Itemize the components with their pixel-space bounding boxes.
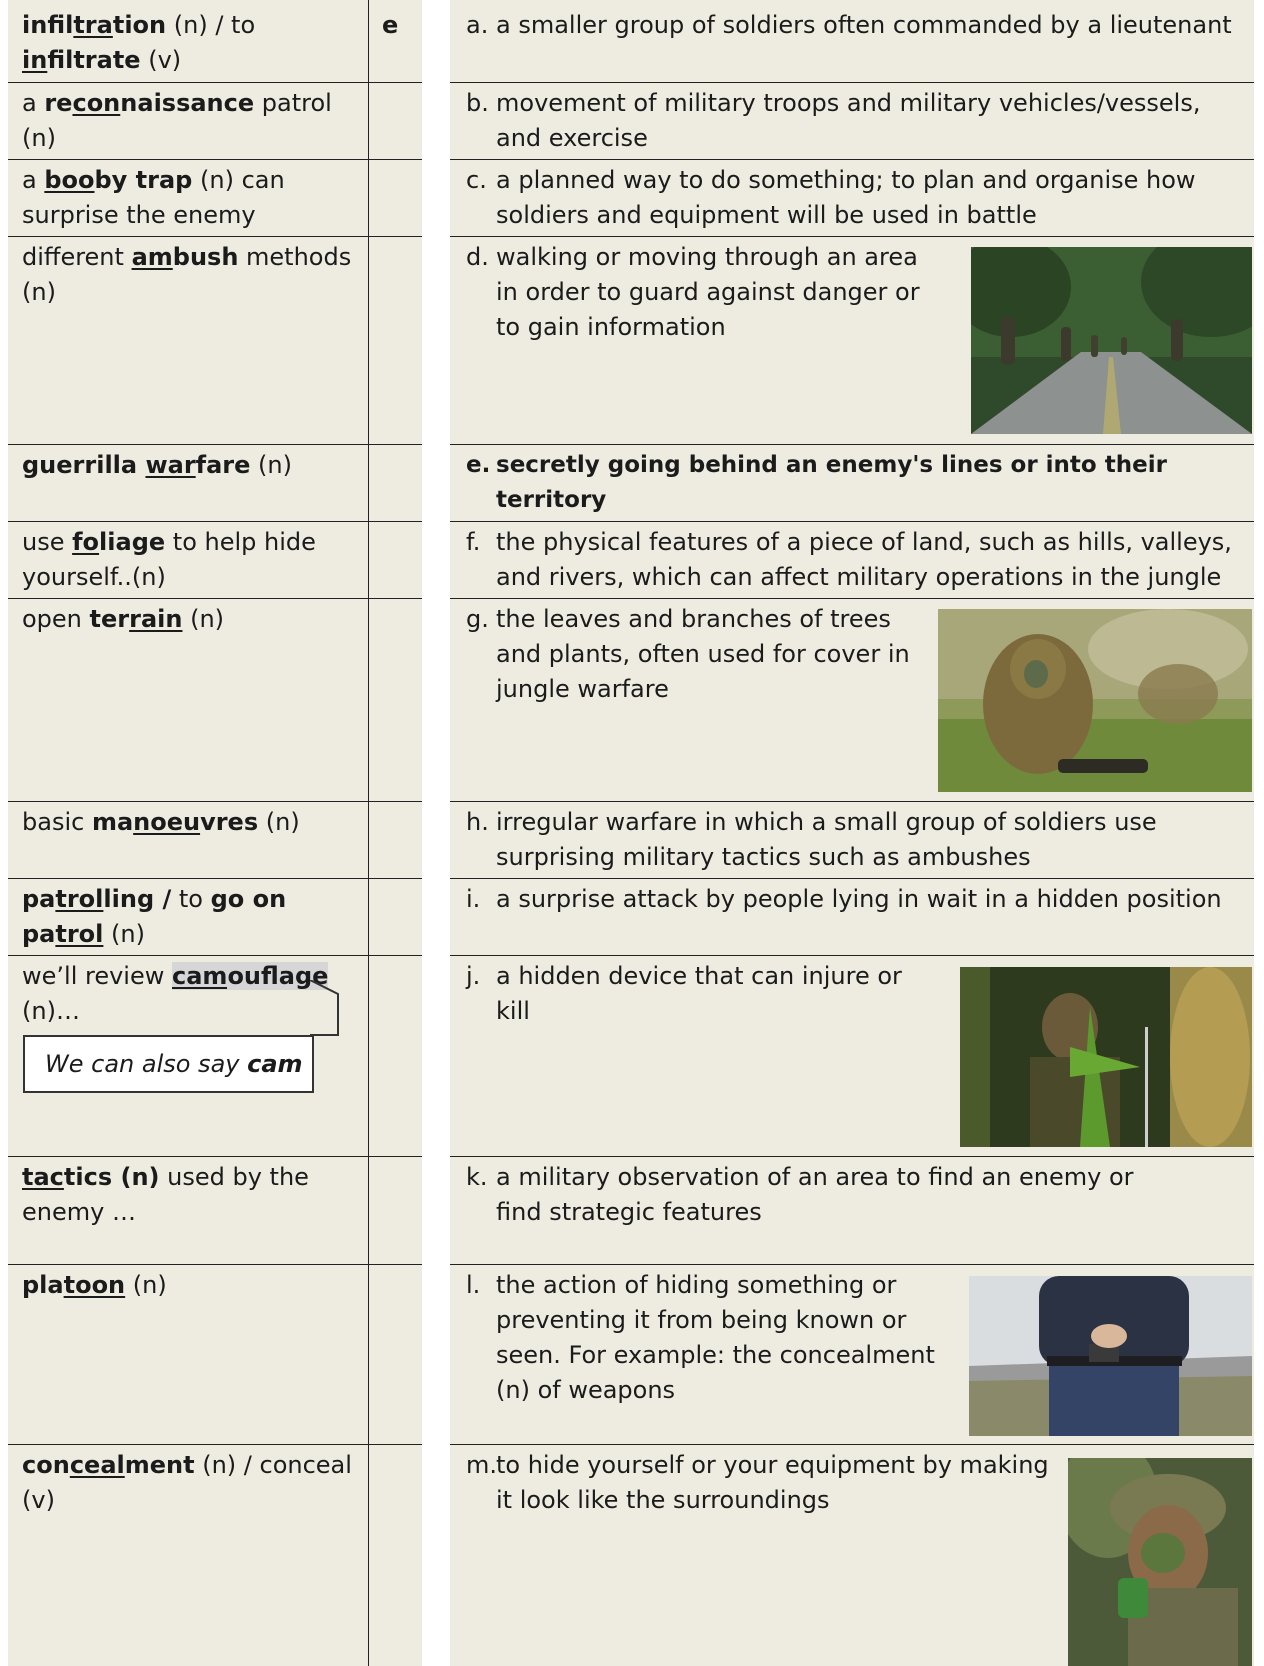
row-divider (450, 1264, 1254, 1265)
term-camouflage: we’ll review camouflage (n)… (22, 962, 329, 1025)
row-divider (450, 444, 1254, 445)
term-platoon: platoon (n) (22, 1271, 167, 1299)
row-divider (8, 521, 422, 522)
definition-l: l. the action of hiding something or preventing it from being known or seen. For example: the concealment (n) of weapons (466, 1271, 935, 1404)
definition-g: g. the leaves and branches of trees and plants, often used for cover in jungle warfare (466, 605, 910, 703)
booby-trap-photo (960, 967, 1252, 1147)
definition-b: b. movement of military troops and military vehicles/vessels, and exercise (466, 89, 1201, 152)
ghillie-suit-photo (938, 609, 1252, 792)
definition-k: k. a military observation of an area to find an enemy or find strategic features (466, 1163, 1134, 1226)
term-booby-trap: a booby trap (n) can surprise the enemy (22, 166, 285, 229)
term-concealment: concealment (n) / conceal (v) (22, 1451, 352, 1514)
row-divider (450, 1156, 1254, 1157)
term-patrolling: patrolling / to go on patrol (n) (22, 885, 287, 948)
definition-a: a. a smaller group of soldiers often commanded by a lieutenant (466, 11, 1232, 39)
definition-j: j. a hidden device that can injure or kill (466, 962, 902, 1025)
row-divider (8, 1156, 422, 1157)
patrol-road-photo (971, 247, 1252, 434)
row-divider (450, 598, 1254, 599)
row-divider (8, 598, 422, 599)
definition-e: e. secretly going behind an enemy's lines or into their territory (466, 452, 1167, 513)
row-divider (8, 82, 422, 83)
definition-d: d. walking or moving through an area in order to guard against danger or to gain information (466, 243, 920, 341)
term-infiltration: infiltration (n) / to infiltrate (v) (22, 11, 256, 74)
definition-c: c. a planned way to do something; to plan and organise how soldiers and equipment will be used in battle (466, 166, 1196, 229)
row-divider (450, 1444, 1254, 1445)
definition-i: i. a surprise attack by people lying in wait in a hidden position (466, 885, 1222, 913)
face-paint-photo (1068, 1458, 1252, 1666)
term-foliage: use foliage to help hide yourself..(n) (22, 528, 316, 591)
row-divider (8, 159, 422, 160)
row-divider (8, 801, 422, 802)
row-divider (450, 955, 1254, 956)
definition-m: m. to hide yourself or your equipment by making it look like the surroundings (466, 1451, 1049, 1514)
row-divider (8, 1444, 422, 1445)
definition-f: f. the physical features of a piece of land, such as hills, valleys, and rivers, which can affect military operations in the jungle (466, 528, 1232, 591)
row-divider (450, 878, 1254, 879)
row-divider (450, 521, 1254, 522)
term-terrain: open terrain (n) (22, 605, 225, 633)
row-divider (8, 444, 422, 445)
row-divider (8, 955, 422, 956)
answer-column-divider (368, 0, 369, 1666)
concealed-weapon-photo (969, 1276, 1252, 1436)
answer-cell: e (382, 11, 399, 39)
row-divider (450, 159, 1254, 160)
row-divider (450, 82, 1254, 83)
term-tactics: tactics (n) used by the enemy … (22, 1163, 309, 1226)
row-divider (8, 236, 422, 237)
term-ambush: different ambush methods (n) (22, 243, 352, 306)
row-divider (450, 801, 1254, 802)
row-divider (8, 878, 422, 879)
row-divider (450, 236, 1254, 237)
row-divider (8, 1264, 422, 1265)
callout-note: We can also say cam (23, 1035, 314, 1093)
definition-h: h. irregular warfare in which a small group of soldiers use surprising military tactics such as ambushes (466, 808, 1157, 871)
term-manoeuvres: basic manoeuvres (n) (22, 808, 300, 836)
term-reconnaissance: a reconnaissance patrol (n) (22, 89, 332, 152)
term-guerrilla-warfare: guerrilla warfare (n) (22, 451, 292, 479)
